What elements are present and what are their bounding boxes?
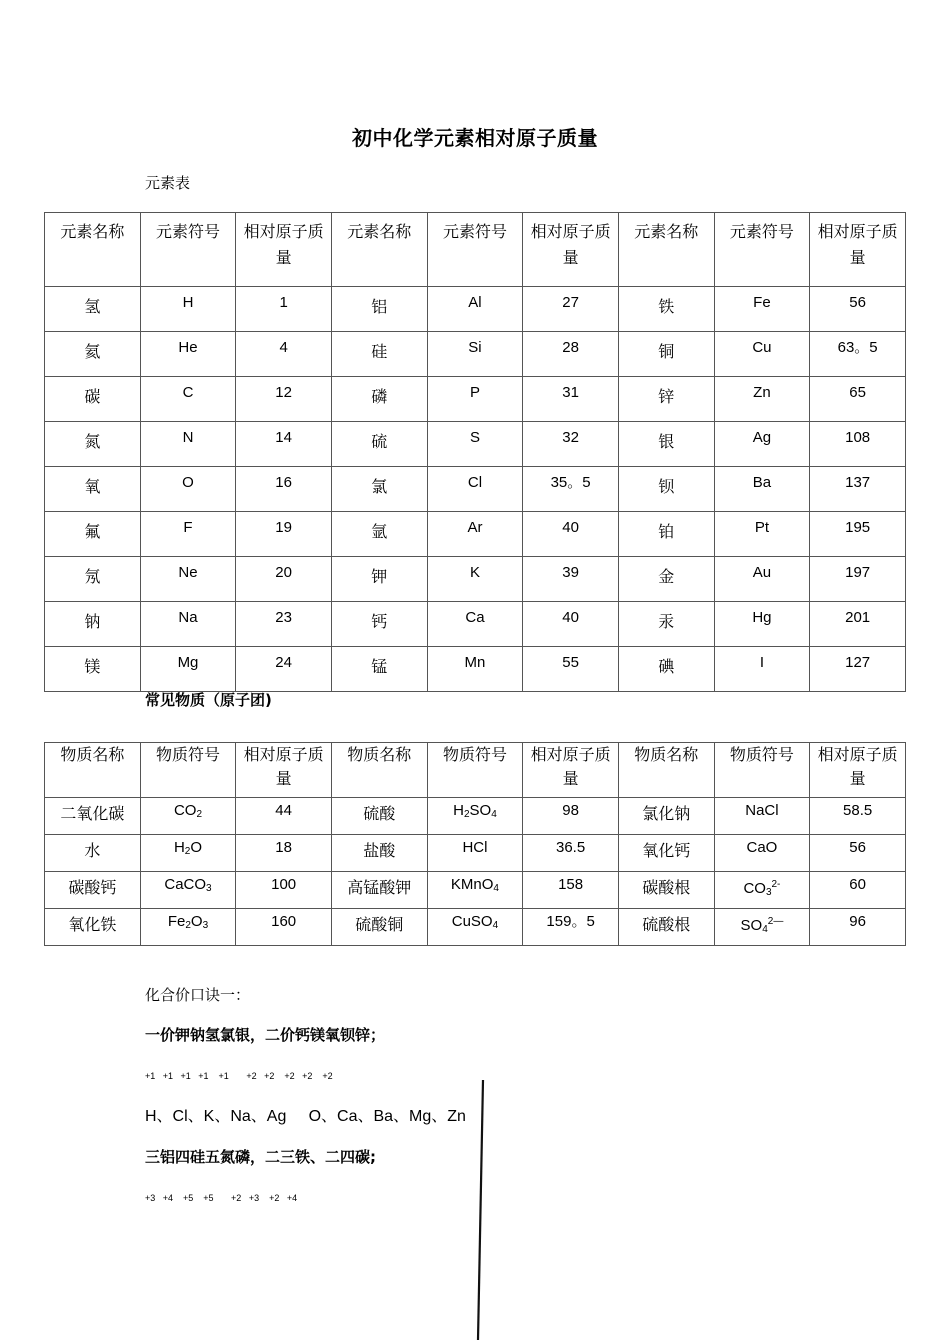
element-symbol-cell: Ba xyxy=(714,467,810,512)
formula-subscript: 2 xyxy=(184,846,191,857)
element-symbol-cell: N xyxy=(140,422,236,467)
substance-name-cell: 硫酸根 xyxy=(618,909,714,946)
column-header: 相对原子质量 xyxy=(236,743,332,798)
column-header: 物质符号 xyxy=(427,743,523,798)
substance-table-caption: 常见物质（原子团) xyxy=(145,691,272,709)
formula-subscript: 2 xyxy=(463,809,470,820)
element-symbol-cell: Na xyxy=(140,602,236,647)
atomic-mass-cell: 23 xyxy=(236,602,332,647)
substance-name-cell: 水 xyxy=(45,835,141,872)
element-name-cell: 锰 xyxy=(331,647,427,692)
element-symbol-cell: F xyxy=(140,512,236,557)
substance-name-cell: 氯化钠 xyxy=(618,798,714,835)
element-name-cell: 钠 xyxy=(45,602,141,647)
atomic-mass-cell: 195 xyxy=(810,512,906,557)
substance-name-cell: 硫酸 xyxy=(331,798,427,835)
element-name-cell: 铜 xyxy=(618,332,714,377)
formula-text: O xyxy=(190,913,203,930)
element-name-cell: 金 xyxy=(618,557,714,602)
column-header: 物质名称 xyxy=(45,743,141,798)
mnemonic-heading: 化合价口诀一： xyxy=(145,986,251,1004)
atomic-mass-cell: 40 xyxy=(523,512,619,557)
substance-name-cell: 氧化钙 xyxy=(618,835,714,872)
element-name-cell: 氯 xyxy=(331,467,427,512)
element-name-cell: 氦 xyxy=(45,332,141,377)
element-symbol-cell: Pt xyxy=(714,512,810,557)
formula-text: H xyxy=(453,802,464,819)
element-symbol-cell: Al xyxy=(427,287,523,332)
element-symbol-cell: H xyxy=(140,287,236,332)
formula-subscript: 4 xyxy=(493,883,499,894)
relative-mass-cell: 44 xyxy=(236,798,332,835)
element-name-cell: 碳 xyxy=(45,377,141,422)
column-header: 元素符号 xyxy=(427,213,523,287)
atomic-mass-cell: 28 xyxy=(523,332,619,377)
formula-subscript: 3 xyxy=(765,887,772,898)
substance-name-cell: 硫酸铜 xyxy=(331,909,427,946)
formula-text: SO xyxy=(740,917,763,934)
element-symbol-cell: Ca xyxy=(427,602,523,647)
formula-subscript: 3 xyxy=(202,920,209,931)
column-header: 相对原子质量 xyxy=(523,743,619,798)
formula-text: CuSO xyxy=(451,913,493,930)
column-header: 物质名称 xyxy=(618,743,714,798)
element-name-cell: 碘 xyxy=(618,647,714,692)
element-symbol-cell: Fe xyxy=(714,287,810,332)
atomic-mass-cell: 14 xyxy=(236,422,332,467)
atomic-mass-cell: 12 xyxy=(236,377,332,422)
relative-mass-cell: 96 xyxy=(810,909,906,946)
atomic-mass-cell: 20 xyxy=(236,557,332,602)
element-name-cell: 铝 xyxy=(331,287,427,332)
formula-charge: 2- xyxy=(771,879,781,890)
mnemonic-line-1: 一价钾钠氢氯银，二价钙镁氧钡锌； xyxy=(145,1026,386,1044)
formula-text: HCl xyxy=(462,839,488,856)
relative-mass-cell: 159。5 xyxy=(523,909,619,946)
valence-row-2: +3 +4 +5 +5 +2 +3 +2 +4 xyxy=(145,1193,298,1203)
element-symbol-cell: I xyxy=(714,647,810,692)
substance-name-cell: 碳酸根 xyxy=(618,872,714,909)
element-name-cell: 镁 xyxy=(45,647,141,692)
atomic-mass-cell: 40 xyxy=(523,602,619,647)
formula-subscript: 4 xyxy=(492,920,499,931)
column-header: 物质符号 xyxy=(140,743,236,798)
column-header: 元素名称 xyxy=(331,213,427,287)
element-name-cell: 氟 xyxy=(45,512,141,557)
atomic-mass-cell: 137 xyxy=(810,467,906,512)
atomic-mass-cell: 19 xyxy=(236,512,332,557)
substance-name-cell: 盐酸 xyxy=(331,835,427,872)
formula-subscript: 4 xyxy=(491,809,497,820)
atomic-mass-cell: 197 xyxy=(810,557,906,602)
atomic-mass-cell: 201 xyxy=(810,602,906,647)
element-symbol-cell: C xyxy=(140,377,236,422)
atomic-mass-cell: 65 xyxy=(810,377,906,422)
element-symbol-cell: Si xyxy=(427,332,523,377)
atomic-mass-cell: 4 xyxy=(236,332,332,377)
element-symbol-cell: O xyxy=(140,467,236,512)
element-symbol-cell: Zn xyxy=(714,377,810,422)
element-symbol-cell: Mg xyxy=(140,647,236,692)
element-name-cell: 氢 xyxy=(45,287,141,332)
column-header: 物质名称 xyxy=(331,743,427,798)
element-name-cell: 氧 xyxy=(45,467,141,512)
formula-subscript: 4 xyxy=(762,924,768,935)
relative-mass-cell: 36.5 xyxy=(523,835,619,872)
mnemonic-line-2: 三铝四硅五氮磷，二三铁、二四碳; xyxy=(145,1148,377,1166)
element-name-cell: 硅 xyxy=(331,332,427,377)
column-header: 元素名称 xyxy=(45,213,141,287)
page-title: 初中化学元素相对原子质量 xyxy=(352,126,598,150)
relative-mass-cell: 18 xyxy=(236,835,332,872)
column-header: 相对原子质量 xyxy=(236,213,332,287)
element-name-cell: 氩 xyxy=(331,512,427,557)
relative-mass-cell: 160 xyxy=(236,909,332,946)
column-header: 元素符号 xyxy=(714,213,810,287)
substance-name-cell: 高锰酸钾 xyxy=(331,872,427,909)
element-symbol-cell: Cu xyxy=(714,332,810,377)
atomic-mass-cell: 27 xyxy=(523,287,619,332)
element-symbol-cell: Hg xyxy=(714,602,810,647)
formula-text: SO xyxy=(469,802,492,819)
column-header: 物质符号 xyxy=(714,743,810,798)
element-name-cell: 锌 xyxy=(618,377,714,422)
element-name-cell: 钙 xyxy=(331,602,427,647)
atomic-mass-cell: 16 xyxy=(236,467,332,512)
atomic-mass-cell: 35。5 xyxy=(523,467,619,512)
column-header: 元素符号 xyxy=(140,213,236,287)
atomic-mass-cell: 32 xyxy=(523,422,619,467)
atomic-mass-cell: 56 xyxy=(810,287,906,332)
element-name-cell: 硫 xyxy=(331,422,427,467)
element-name-cell: 氮 xyxy=(45,422,141,467)
formula-text: CO xyxy=(743,880,766,897)
element-symbol-cell: K xyxy=(427,557,523,602)
atomic-mass-cell: 1 xyxy=(236,287,332,332)
relative-mass-cell: 158 xyxy=(523,872,619,909)
formula-text: CaCO xyxy=(164,876,207,893)
element-name-cell: 磷 xyxy=(331,377,427,422)
element-name-cell: 钡 xyxy=(618,467,714,512)
element-name-cell: 汞 xyxy=(618,602,714,647)
element-name-cell: 铂 xyxy=(618,512,714,557)
element-symbol-cell: S xyxy=(427,422,523,467)
formula-text: CaO xyxy=(746,839,778,856)
atomic-mass-cell: 39 xyxy=(523,557,619,602)
substance-name-cell: 碳酸钙 xyxy=(45,872,141,909)
formula-text: O xyxy=(190,839,203,856)
element-symbol-cell: P xyxy=(427,377,523,422)
element-symbol-cell: Mn xyxy=(427,647,523,692)
atomic-mass-cell: 108 xyxy=(810,422,906,467)
formula-charge: 2— xyxy=(767,916,784,927)
formula-subscript: 3 xyxy=(206,883,212,894)
relative-mass-cell: 100 xyxy=(236,872,332,909)
ion-symbols-row: H、Cl、K、Na、Ag O、Ca、Ba、Mg、Zn xyxy=(145,1108,466,1125)
element-symbol-cell: Au xyxy=(714,557,810,602)
element-name-cell: 氖 xyxy=(45,557,141,602)
substance-name-cell: 氧化铁 xyxy=(45,909,141,946)
atomic-mass-cell: 55 xyxy=(523,647,619,692)
element-name-cell: 铁 xyxy=(618,287,714,332)
element-symbol-cell: Ar xyxy=(427,512,523,557)
relative-mass-cell: 60 xyxy=(810,872,906,909)
atomic-mass-cell: 127 xyxy=(810,647,906,692)
element-symbol-cell: Cl xyxy=(427,467,523,512)
atomic-mass-cell: 31 xyxy=(523,377,619,422)
element-table-caption: 元素表 xyxy=(145,174,191,192)
formula-text: H xyxy=(173,839,185,856)
element-symbol-cell: Ne xyxy=(140,557,236,602)
relative-mass-cell: 56 xyxy=(810,835,906,872)
column-header: 元素名称 xyxy=(618,213,714,287)
column-header: 相对原子质量 xyxy=(810,213,906,287)
element-name-cell: 钾 xyxy=(331,557,427,602)
relative-mass-cell: 58.5 xyxy=(810,798,906,835)
atomic-mass-cell: 63。5 xyxy=(810,332,906,377)
formula-text: NaCl xyxy=(745,802,779,819)
formula-subscript: 2 xyxy=(196,809,203,820)
formula-subscript: 2 xyxy=(185,920,191,931)
relative-mass-cell: 98 xyxy=(523,798,619,835)
atomic-mass-cell: 24 xyxy=(236,647,332,692)
element-symbol-cell: Ag xyxy=(714,422,810,467)
substance-name-cell: 二氧化碳 xyxy=(45,798,141,835)
formula-text: CO xyxy=(173,802,197,819)
formula-text: Fe xyxy=(167,913,186,930)
formula-text: KMnO xyxy=(450,876,494,893)
element-name-cell: 银 xyxy=(618,422,714,467)
column-header: 相对原子质量 xyxy=(523,213,619,287)
valence-row-1: +1 +1 +1 +1 +1 +2 +2 +2 +2 +2 xyxy=(145,1071,333,1081)
column-header: 相对原子质量 xyxy=(810,743,906,798)
element-symbol-cell: He xyxy=(140,332,236,377)
